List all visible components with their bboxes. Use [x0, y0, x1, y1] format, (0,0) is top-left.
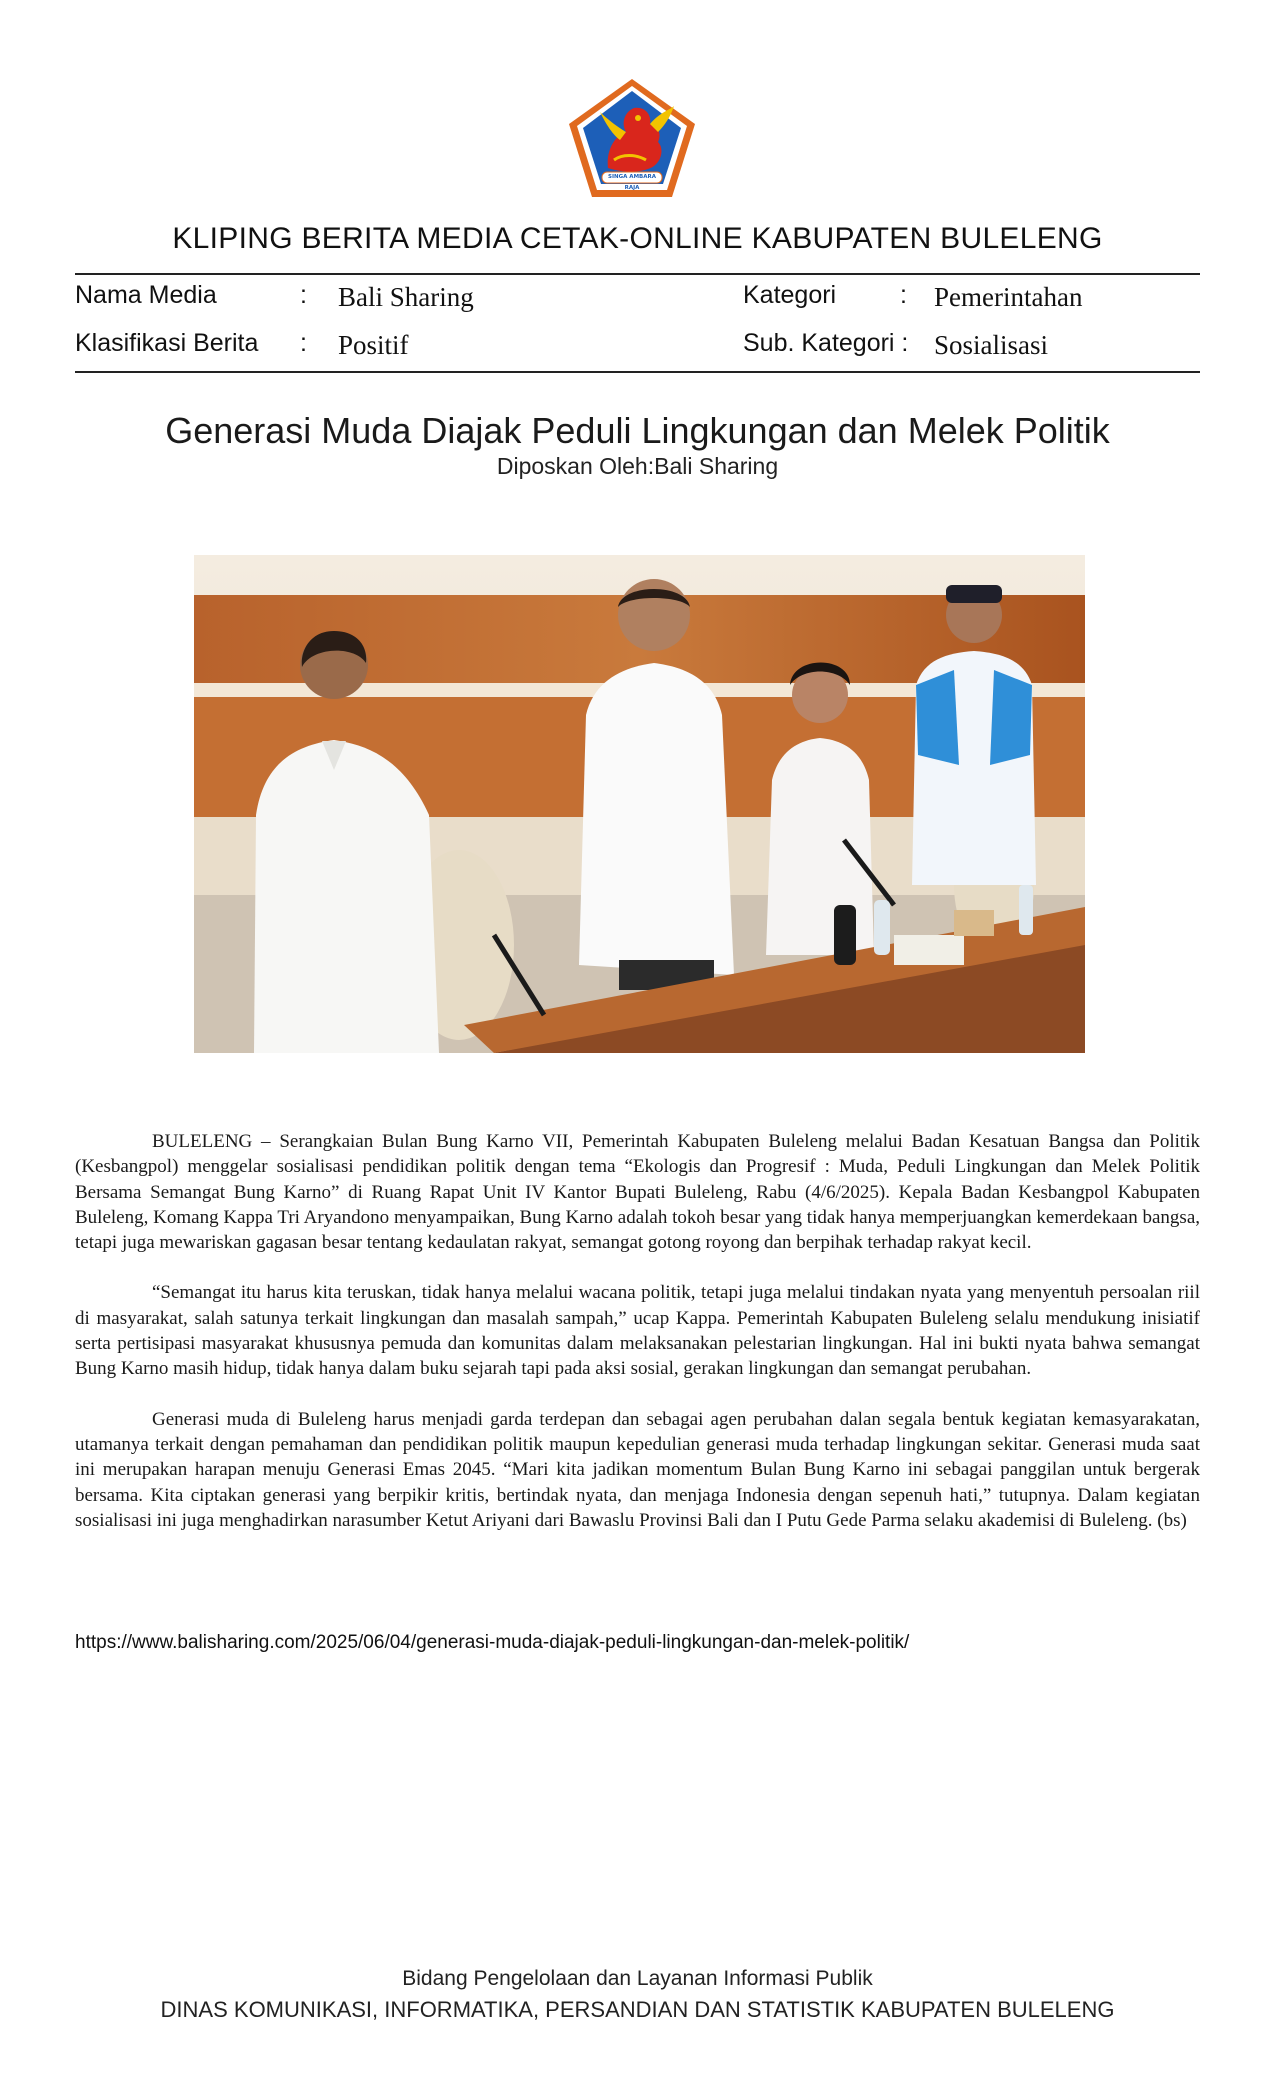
buleleng-emblem-logo	[566, 76, 698, 200]
header-divider-top	[75, 273, 1200, 275]
classification-value: Positif	[338, 330, 409, 360]
article-body	[75, 1129, 1200, 1558]
source-link[interactable]: https://www.balisharing.com/2025/06/04/generasi-muda-diajak-peduli-lingkungan-dan-melek-politik/	[75, 1632, 910, 1653]
footer-department: Bidang Pengelolaan dan Layanan Informasi Publik	[402, 1967, 873, 1990]
category-separator: :	[900, 281, 907, 309]
subcategory-value: Sosialisasi	[934, 330, 1049, 360]
kliping-header-title: KLIPING BERITA MEDIA CETAK-ONLINE KABUPATEN BULELENG	[172, 222, 1103, 255]
classification-label: Klasifikasi Berita	[75, 329, 259, 357]
article-title: Generasi Muda Diajak Peduli Lingkungan dan Melek Politik	[165, 410, 1110, 451]
article-byline: Diposkan Oleh:Bali Sharing	[496, 453, 779, 479]
article-paragraph: “Semangat itu harus kita teruskan, tidak hanya melalui wacana politik, tetapi juga melalui tindakan nyata yang menyentuh persoalan riil di masyarakat, salah satunya terkait lingkungan dan masalah sampah,” ucap Kappa. Pemerintah Kabupaten Buleleng selalu mendukung inisiatif serta pertisipasi masyarakat khususnya pemuda dan komunitas dalam melaksanakan pelestarian lingkungan. Hal ini bukti nyata bahwa semangat Bung Karno masih hidup, tidak hanya dalam buku sejarah tapi pada aksi sosial, gerakan lingkungan dan semangat perubahan.	[75, 1282, 1200, 1380]
footer-agency: DINAS KOMUNIKASI, INFORMATIKA, PERSANDIAN DAN STATISTIK KABUPATEN BULELENG	[160, 1997, 1115, 2022]
classification-separator: :	[300, 329, 307, 357]
media-name-value: Bali Sharing	[338, 282, 474, 312]
article-paragraph: BULELENG – Serangkaian Bulan Bung Karno VII, Pemerintah Kabupaten Buleleng melalui Badan Kesatuan Bangsa dan Politik (Kesbangpol) menggelar sosialisasi pendidikan politik dengan tema “Ekologis dan Progresif : Muda, Peduli Lingkungan dan Melek Politik Bersama Semangat Bung Karno” di Ruang Rapat Unit IV Kantor Bupati Buleleng, Rabu (4/6/2025). Kepala Badan Kesbangpol Kabupaten Buleleng, Komang Kappa Tri Aryandono menyampaikan, Bung Karno adalah tokoh besar yang tidak hanya memperjuangkan kemerdekaan bangsa, tetapi juga mewariskan gagasan besar tentang kedaulatan rakyat, semangat gotong royong dan berpihak terhadap rakyat kecil.	[75, 1131, 1200, 1254]
category-value: Pemerintahan	[934, 282, 1083, 312]
header-divider-bottom	[75, 371, 1200, 373]
logo-motto: SINGA AMBARA RAJA	[608, 174, 656, 191]
subcategory-label: Sub. Kategori :	[743, 329, 909, 357]
article-photo	[194, 555, 1085, 1053]
media-name-separator: :	[300, 281, 307, 309]
article-paragraph: Generasi muda di Buleleng harus menjadi garda terdepan dan sebagai agen perubahan dalan segala bentuk kegiatan kemasyarakatan, utamanya terkait dengan pemahaman dan pendidikan politik maupun kepedulian generasi muda terhadap lingkungan sekitar. Generasi muda saat ini merupakan harapan menuju Generasi Emas 2045. “Mari kita jadikan momentum Bulan Bung Karno ini sebagai panggilan untuk bergerak bersama. Kita ciptakan generasi yang berpikir kritis, bertindak nyata, dan menjaga Indonesia dengan sepenuh hati,” tutupnya. Dalam kegiatan sosialisasi ini juga menghadirkan narasumber Ketut Ariyani dari Bawaslu Provinsi Bali dan I Putu Gede Parma selaku akademisi di Buleleng. (bs)	[75, 1408, 1200, 1531]
category-label: Kategori	[743, 281, 837, 309]
media-name-label: Nama Media	[75, 281, 217, 309]
